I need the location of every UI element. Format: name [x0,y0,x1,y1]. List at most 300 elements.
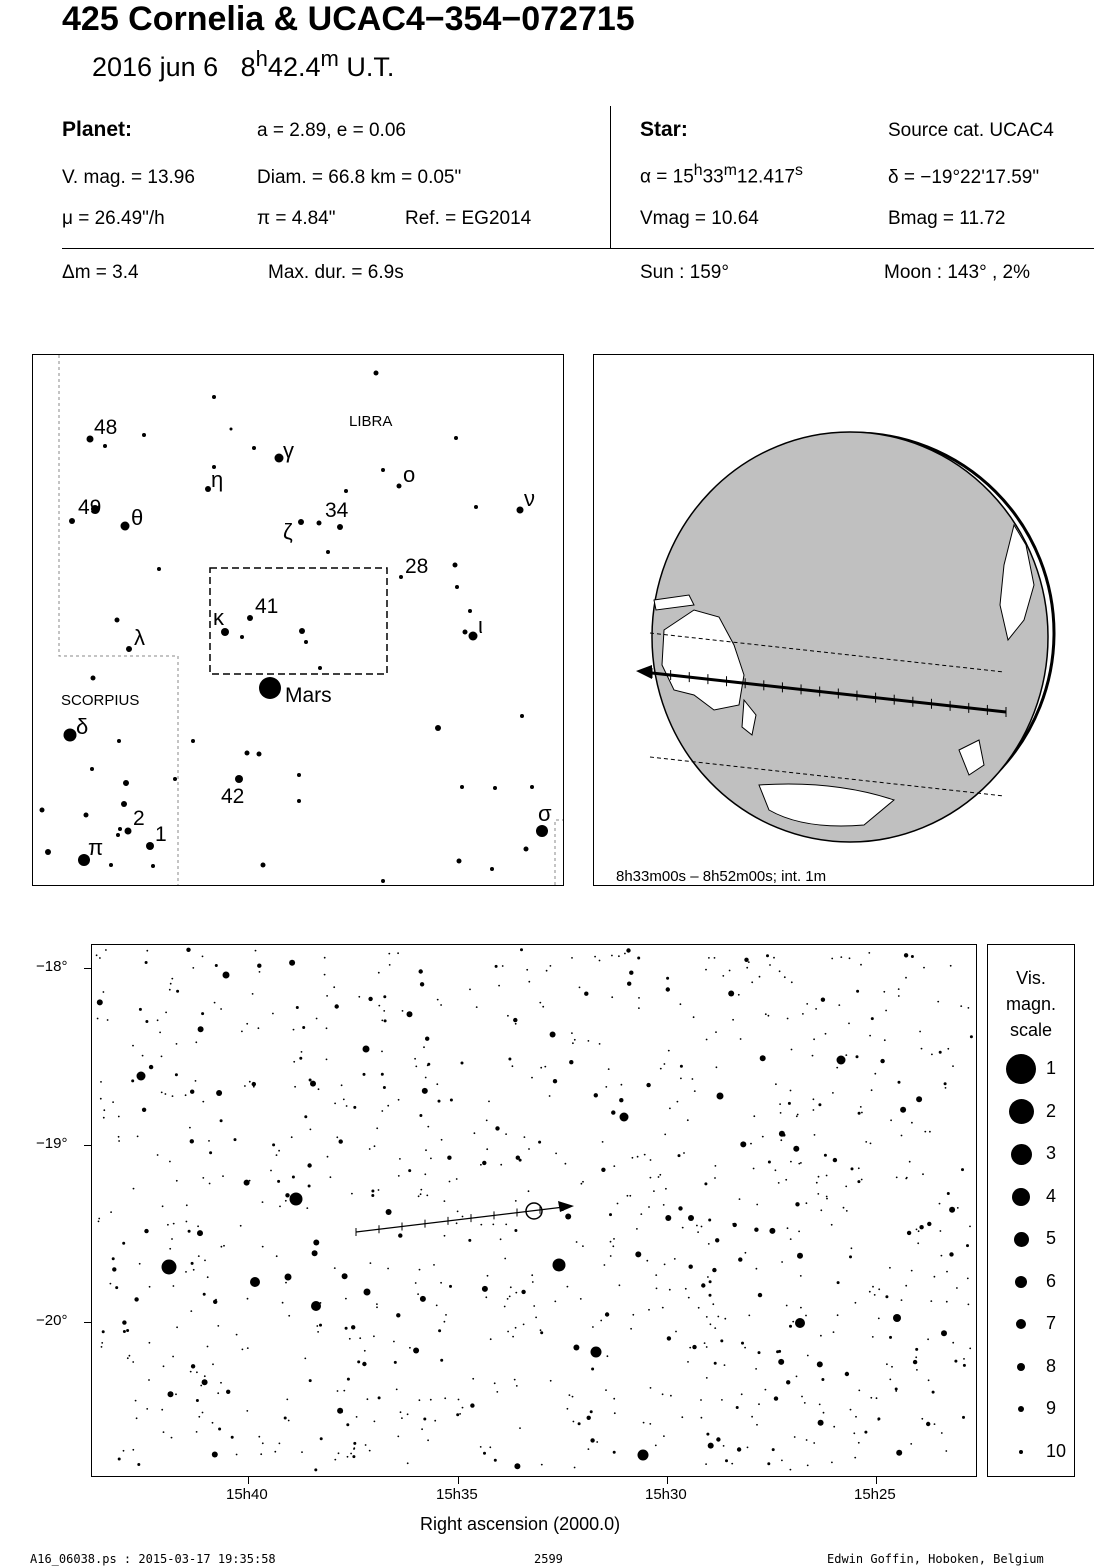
bright-star [717,1093,724,1100]
field-star [148,1379,150,1381]
field-star [853,1432,855,1434]
field-star [430,1399,432,1401]
constellation-star [191,739,195,743]
field-star [247,1298,249,1300]
x-tick-label: 15h35 [436,1486,478,1503]
field-star [648,1206,650,1208]
field-star [733,1223,737,1227]
field-star [301,1051,303,1053]
star-chart-svg [92,945,976,1476]
field-star [316,1018,318,1020]
field-star [638,1007,640,1009]
field-star [279,1206,281,1208]
field-star [701,1417,703,1419]
legend-dot [1017,1363,1025,1371]
field-star [659,1174,661,1176]
field-star [706,1039,708,1041]
field-star [962,1416,965,1419]
field-star [650,1177,652,1179]
field-star [913,1360,917,1364]
field-star [142,1055,144,1057]
field-star [785,1179,787,1181]
field-star [689,1347,691,1349]
field-star [780,1139,782,1141]
y-tick-label: −20° [36,1312,68,1329]
constellation-star [381,468,385,472]
legend-label: 8 [1046,1355,1057,1376]
field-star [919,1031,921,1033]
field-star [946,1301,948,1303]
field-star [343,1390,345,1392]
field-star [868,952,870,954]
field-star [611,955,613,957]
field-star [399,1158,401,1160]
y-tick-mark [84,1145,91,1146]
field-star [204,1375,206,1377]
field-star [662,1393,664,1395]
field-star [133,1188,135,1190]
field-star [865,1141,867,1143]
constellation-map [32,354,564,886]
field-star [288,1315,290,1317]
field-star [728,991,734,997]
field-star [909,1161,911,1163]
field-star [314,1468,317,1471]
field-star [541,1464,543,1466]
field-star [861,1179,863,1181]
field-star [960,1005,962,1007]
field-star [895,1390,897,1392]
field-star [526,969,528,971]
constellation-star [397,484,402,489]
field-star [118,1140,120,1142]
field-star [514,1379,516,1381]
field-star [802,1013,804,1015]
field-star [214,1002,216,1004]
field-star [521,1290,525,1294]
field-star [368,997,372,1001]
field-star [700,1399,702,1401]
field-star [320,1437,323,1440]
field-star [871,1089,873,1091]
constellation-star [146,842,154,850]
field-star [638,997,640,999]
field-star [600,1320,602,1322]
field-star [324,974,326,976]
field-star [168,1391,174,1397]
field-star [581,1183,583,1185]
constellation-star [344,489,348,493]
field-star [806,1439,808,1441]
field-star [701,1226,703,1228]
constellation-star [109,863,113,867]
constellation-star [115,618,120,623]
field-star [846,1210,848,1212]
field-star [926,1422,930,1426]
field-star [459,1413,461,1415]
field-star [202,1379,208,1385]
field-star [613,1451,616,1454]
field-star [592,1326,594,1328]
field-star [668,988,670,990]
constellation-star [259,677,281,699]
field-star [898,995,900,997]
star-heading: Star: [640,118,688,141]
field-star [352,1455,355,1458]
field-star [169,1161,171,1163]
field-star [885,1010,887,1012]
field-star [833,1158,837,1162]
field-star [397,1436,399,1438]
field-star [456,1178,458,1180]
field-star [941,1255,943,1257]
field-star [747,1447,749,1449]
y-tick-mark [84,1322,91,1323]
field-star [937,1001,939,1003]
field-star [190,1090,194,1094]
bright-star [893,1314,901,1322]
field-star [930,1300,932,1302]
field-star [708,1443,714,1449]
field-star [347,1378,350,1381]
field-star [236,1454,238,1456]
field-star [103,1109,105,1111]
field-star [599,960,601,962]
field-star [778,1350,781,1353]
legend-title-line-1: Vis. [1016,968,1046,988]
field-star [739,1198,741,1200]
field-star [658,1176,660,1178]
field-star [494,1459,497,1462]
field-star [378,1396,381,1399]
field-star [716,1437,720,1441]
field-star [462,1216,464,1218]
field-star [787,1227,789,1229]
field-star [931,1054,933,1056]
constellation-star [468,609,472,613]
label-pi: π [88,835,104,860]
field-star [342,1273,348,1279]
field-star [515,1292,517,1294]
field-star [911,1122,913,1124]
field-star [765,1389,767,1391]
field-star [408,1169,411,1172]
field-star [826,1198,828,1200]
field-star [798,1163,800,1165]
field-star [626,948,630,952]
planet-parallax: π = 4.84" [257,208,336,229]
field-star [336,1136,338,1138]
constellation-star [91,676,96,681]
info-divider [610,106,611,248]
field-star [569,1060,573,1064]
label-48: 48 [94,416,118,439]
field-star [383,995,386,998]
field-star [731,1463,733,1465]
field-star [831,1224,833,1226]
field-star [149,1342,151,1344]
constellation-svg [33,355,563,885]
field-star [387,1105,389,1107]
max-duration: Max. dur. = 6.9s [268,262,404,283]
field-star [523,1324,525,1326]
field-star [774,1396,778,1400]
field-star [249,1081,251,1083]
field-star [599,1043,601,1045]
field-star [415,1282,417,1284]
field-star [161,1409,163,1411]
field-star [753,1115,755,1117]
field-star [427,1126,429,1128]
field-star [650,1387,652,1389]
field-star [218,1428,221,1431]
field-star [845,1186,847,1188]
field-star [692,1345,696,1349]
field-star [643,1422,645,1424]
field-star [648,1309,650,1311]
field-star [640,1213,642,1215]
field-star [605,1389,607,1391]
delta-mag: Δm = 3.4 [62,262,139,283]
field-star [815,1008,817,1010]
constellation-star [490,867,494,871]
field-star [149,1065,153,1069]
field-star [840,956,842,958]
field-star [299,1057,302,1060]
label-mars: Mars [285,684,332,707]
field-star [438,1329,441,1332]
field-star [289,960,295,966]
field-star [353,1442,356,1445]
field-star [843,1207,845,1209]
field-star [504,1306,506,1308]
field-star [708,1219,711,1222]
field-star [424,1173,426,1175]
field-star [482,1161,486,1165]
field-star [285,1200,287,1202]
field-star [258,1027,260,1029]
field-star [165,1093,167,1095]
field-star [139,1008,142,1011]
field-star [796,1115,798,1117]
field-star [927,1338,929,1340]
field-star [758,1351,761,1354]
field-star [407,1462,409,1464]
label-delta: δ [76,714,89,739]
field-star [915,1356,917,1358]
field-star [604,1264,606,1266]
constellation-star [517,507,524,514]
field-star [602,1141,604,1143]
label-lambda: λ [134,625,145,650]
field-star [694,1090,696,1092]
field-star [680,1003,682,1005]
field-star [190,1139,194,1143]
constellation-star [337,524,343,530]
field-star [706,1316,708,1318]
field-star [420,1193,422,1195]
field-star [934,1276,936,1278]
field-star [591,1368,594,1371]
field-star [632,1157,634,1159]
field-star [729,970,731,972]
field-star [135,1400,137,1402]
field-star [215,1299,217,1301]
star-vmag: Vmag = 10.64 [640,208,759,229]
field-star [515,1023,517,1025]
field-star [186,1204,188,1206]
field-star [573,1421,575,1423]
field-star [193,1269,195,1271]
field-star [550,1380,552,1382]
field-star [911,955,914,958]
field-star [378,1005,380,1007]
field-star [260,1453,262,1455]
constellation-star [299,628,305,634]
field-star [132,1361,134,1363]
field-star [157,1019,159,1021]
star-ra-h: h [693,162,703,179]
field-star [257,964,261,968]
field-star [871,1017,874,1020]
constellation-star [469,632,478,641]
field-star [740,1141,746,1147]
planet-vmag: V. mag. = 13.96 [62,167,195,188]
field-star [420,982,424,986]
field-star [215,964,218,967]
field-star [102,1330,105,1333]
field-star [259,971,261,973]
field-star [688,1297,690,1299]
field-star [889,1336,892,1339]
field-star [118,1458,121,1461]
legend-title-line-2: magn. [1005,994,1057,1014]
field-star [445,1314,447,1316]
field-star [487,1275,489,1277]
field-star [100,1098,102,1100]
constellation-star [381,879,385,883]
field-star [396,1313,400,1317]
field-star [816,1182,818,1184]
field-star [131,1079,134,1082]
field-star [433,1264,435,1266]
field-star [312,1250,318,1256]
field-star [383,1010,385,1012]
field-star [874,1294,876,1296]
constellation-star [304,640,308,644]
field-star [630,1328,632,1330]
field-star [544,1066,546,1068]
field-star [715,1238,719,1242]
field-star [613,1165,615,1167]
field-star [788,1102,791,1105]
field-star [608,1068,610,1070]
field-star [823,1412,825,1414]
field-star [855,1302,857,1304]
field-star [876,1397,878,1399]
field-star [457,1211,459,1213]
field-star [765,1013,767,1015]
field-star [202,1101,204,1103]
field-star [579,987,581,989]
field-star [176,1180,178,1182]
field-star [220,1382,222,1384]
field-star [574,1039,576,1041]
field-star [241,1031,243,1033]
field-star [252,993,254,995]
field-star [969,1348,971,1350]
field-star [202,956,204,958]
field-star [775,1083,777,1085]
constellation-star [116,833,120,837]
field-star [705,1463,707,1465]
field-star [678,1154,681,1157]
field-star [709,1294,712,1297]
constellation-star [455,585,459,589]
bright-star [311,1301,321,1311]
y-tick-label: −19° [36,1135,68,1152]
field-star [607,1355,609,1357]
legend-label: 7 [1046,1313,1057,1333]
field-star [381,1073,384,1076]
field-star [663,1435,665,1437]
field-star [507,1015,509,1017]
field-star [610,1241,612,1243]
field-star [687,1119,689,1121]
legend-title-line-3: scale [1009,1020,1053,1040]
field-star [236,1334,238,1336]
field-star [539,1002,541,1004]
field-star [845,1054,847,1056]
constellation-star [261,863,266,868]
field-star [697,1231,699,1233]
field-star [495,965,498,968]
field-star [103,1117,105,1119]
field-star [505,1224,507,1226]
field-star [952,1342,954,1344]
bright-star [285,1274,292,1281]
field-star [462,1407,464,1409]
field-star [952,1065,954,1067]
field-star [800,1275,802,1277]
constellation-star [463,630,468,635]
field-star [343,1099,345,1101]
field-star [302,1026,305,1029]
constellation-star [142,433,146,437]
event-time-hours: 8 [240,52,256,82]
field-stars [96,948,973,1472]
field-star [804,1402,806,1404]
field-star [438,1100,441,1103]
field-star [898,988,900,990]
bright-star [688,1215,694,1221]
field-star [516,1385,518,1387]
info-rule [62,248,1094,249]
field-star [693,1016,695,1018]
field-star [792,1321,794,1323]
field-star [461,1062,464,1065]
constellation-star [245,751,250,756]
legend-label: 10 [1046,1440,1067,1461]
field-star [176,990,179,993]
field-star [418,1195,420,1197]
field-star [970,1035,973,1038]
field-star [110,1283,112,1285]
field-star [420,1296,426,1302]
field-star [531,1274,533,1276]
field-star [932,1391,935,1394]
field-star [637,957,640,960]
